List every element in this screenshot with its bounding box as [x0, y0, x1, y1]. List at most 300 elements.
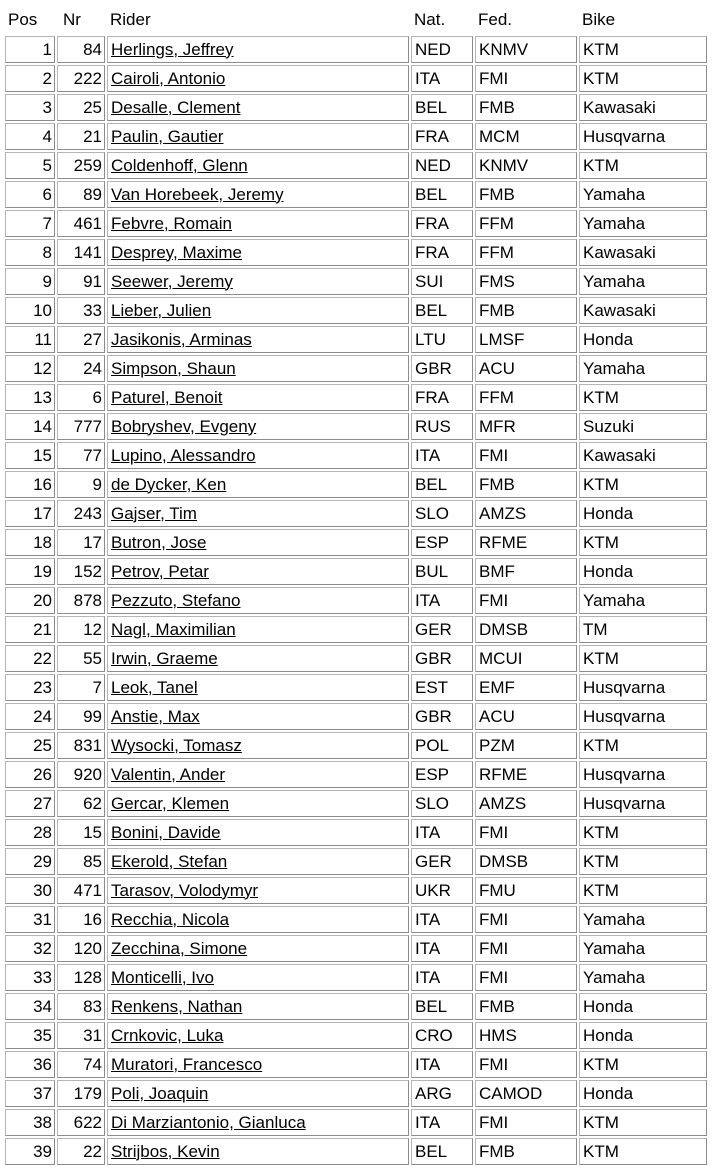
rider-link[interactable]: Zecchina, Simone [111, 938, 248, 958]
header-nat: Nat. [414, 10, 446, 29]
pos-cell: 15 [5, 442, 55, 469]
number-cell: 9 [57, 471, 105, 498]
nation-cell: UKR [411, 877, 473, 904]
bike-cell: Honda [579, 326, 707, 353]
table-row [5, 268, 707, 295]
bike-cell: KTM [579, 819, 707, 846]
number-cell: 141 [57, 239, 105, 266]
pos-cell: 18 [5, 529, 55, 556]
number-cell: 12 [57, 616, 105, 643]
bike-cell: Kawasaki [579, 239, 707, 266]
rider-cell [107, 732, 409, 759]
nation-cell: GER [411, 848, 473, 875]
number-cell: 89 [57, 181, 105, 208]
nation-cell: ITA [411, 65, 473, 92]
pos-cell: 23 [5, 674, 55, 701]
results-table [3, 8, 709, 1167]
rider-link[interactable]: Jasikonis, Arminas [111, 329, 252, 349]
federation-cell: RFME [475, 529, 577, 556]
bike-cell: Kawasaki [579, 297, 707, 324]
table-row [5, 152, 707, 179]
rider-cell [107, 123, 409, 150]
table-row [5, 36, 707, 63]
pos-cell: 30 [5, 877, 55, 904]
table-row [5, 500, 707, 527]
nation-cell: SLO [411, 790, 473, 817]
federation-cell: MCUI [475, 645, 577, 672]
pos-cell: 9 [5, 268, 55, 295]
rider-link[interactable]: Cairoli, Antonio [111, 68, 226, 88]
pos-cell: 21 [5, 616, 55, 643]
bike-cell: KTM [579, 732, 707, 759]
number-cell: 243 [57, 500, 105, 527]
number-cell: 152 [57, 558, 105, 585]
pos-cell: 19 [5, 558, 55, 585]
pos-cell: 36 [5, 1051, 55, 1078]
number-cell: 33 [57, 297, 105, 324]
nation-cell: BEL [411, 471, 473, 498]
federation-cell: EMF [475, 674, 577, 701]
rider-link[interactable]: Bonini, Davide [111, 822, 221, 842]
federation-cell: CAMOD [475, 1080, 577, 1107]
rider-link[interactable]: Van Horebeek, Jeremy [111, 184, 284, 204]
number-cell: 31 [57, 1022, 105, 1049]
rider-link[interactable]: Gajser, Tim [111, 503, 197, 523]
pos-cell: 11 [5, 326, 55, 353]
rider-cell [107, 993, 409, 1020]
rider-link[interactable]: Desalle, Clement [111, 97, 241, 117]
rider-cell [107, 848, 409, 875]
number-cell: 622 [57, 1109, 105, 1136]
pos-cell: 13 [5, 384, 55, 411]
header-pos: Pos [8, 10, 38, 29]
bike-cell: TM [579, 616, 707, 643]
number-cell: 461 [57, 210, 105, 237]
nation-cell: BEL [411, 181, 473, 208]
federation-cell: PZM [475, 732, 577, 759]
nation-cell: ESP [411, 761, 473, 788]
pos-cell: 29 [5, 848, 55, 875]
rider-link[interactable]: Nagl, Maximilian [111, 619, 236, 639]
nation-cell: FRA [411, 210, 473, 237]
pos-cell: 10 [5, 297, 55, 324]
number-cell: 15 [57, 819, 105, 846]
nation-cell: BEL [411, 94, 473, 121]
rider-cell [107, 500, 409, 527]
bike-cell: KTM [579, 1051, 707, 1078]
table-row [5, 94, 707, 121]
federation-cell: HMS [475, 1022, 577, 1049]
federation-cell: AMZS [475, 500, 577, 527]
pos-cell: 35 [5, 1022, 55, 1049]
number-cell: 27 [57, 326, 105, 353]
pos-cell: 27 [5, 790, 55, 817]
number-cell: 91 [57, 268, 105, 295]
nation-cell: SLO [411, 500, 473, 527]
rider-cell [107, 1051, 409, 1078]
nation-cell: BEL [411, 297, 473, 324]
bike-cell: Honda [579, 500, 707, 527]
rider-cell [107, 906, 409, 933]
bike-cell: Husqvarna [579, 790, 707, 817]
federation-cell: DMSB [475, 848, 577, 875]
rider-cell [107, 355, 409, 382]
nation-cell: BEL [411, 1138, 473, 1165]
results-table-header [5, 10, 707, 34]
nation-cell: ESP [411, 529, 473, 556]
pos-cell: 1 [5, 36, 55, 63]
number-cell: 179 [57, 1080, 105, 1107]
rider-link[interactable]: Wysocki, Tomasz [111, 735, 242, 755]
bike-cell: Yamaha [579, 587, 707, 614]
table-row [5, 761, 707, 788]
table-row [5, 326, 707, 353]
federation-cell: BMF [475, 558, 577, 585]
results-table-body [5, 36, 707, 1165]
pos-cell: 16 [5, 471, 55, 498]
federation-cell: MFR [475, 413, 577, 440]
federation-cell: MCM [475, 123, 577, 150]
nation-cell: BEL [411, 993, 473, 1020]
federation-cell: FMB [475, 993, 577, 1020]
pos-cell: 12 [5, 355, 55, 382]
table-row [5, 935, 707, 962]
rider-cell [107, 65, 409, 92]
rider-cell [107, 268, 409, 295]
bike-cell: KTM [579, 1138, 707, 1165]
federation-cell: FMI [475, 1051, 577, 1078]
federation-cell: KNMV [475, 152, 577, 179]
federation-cell: FFM [475, 210, 577, 237]
nation-cell: SUI [411, 268, 473, 295]
bike-cell: Husqvarna [579, 123, 707, 150]
nation-cell: FRA [411, 123, 473, 150]
rider-cell [107, 442, 409, 469]
nation-cell: LTU [411, 326, 473, 353]
header-rider: Rider [110, 10, 151, 29]
table-row [5, 790, 707, 817]
table-row [5, 616, 707, 643]
bike-cell: Husqvarna [579, 703, 707, 730]
rider-link[interactable]: Bobryshev, Evgeny [111, 416, 257, 436]
bike-cell: KTM [579, 1109, 707, 1136]
table-row [5, 1051, 707, 1078]
pos-cell: 20 [5, 587, 55, 614]
rider-link[interactable]: Anstie, Max [111, 706, 200, 726]
bike-cell: KTM [579, 471, 707, 498]
federation-cell: AMZS [475, 790, 577, 817]
nation-cell: GBR [411, 703, 473, 730]
nation-cell: POL [411, 732, 473, 759]
bike-cell: KTM [579, 384, 707, 411]
federation-cell: DMSB [475, 616, 577, 643]
nation-cell: GBR [411, 355, 473, 382]
nation-cell: ITA [411, 964, 473, 991]
table-row [5, 993, 707, 1020]
rider-link[interactable]: Petrov, Petar [111, 561, 209, 581]
pos-cell: 25 [5, 732, 55, 759]
nation-cell: ITA [411, 1109, 473, 1136]
rider-link[interactable]: Paulin, Gautier [111, 126, 224, 146]
rider-link[interactable]: Di Marziantonio, Gianluca [111, 1112, 306, 1132]
rider-link[interactable]: Lupino, Alessandro [111, 445, 256, 465]
rider-link[interactable]: Febvre, Romain [111, 213, 232, 233]
number-cell: 85 [57, 848, 105, 875]
pos-cell: 2 [5, 65, 55, 92]
nation-cell: ARG [411, 1080, 473, 1107]
number-cell: 62 [57, 790, 105, 817]
number-cell: 222 [57, 65, 105, 92]
number-cell: 77 [57, 442, 105, 469]
federation-cell: FMI [475, 964, 577, 991]
nation-cell: GBR [411, 645, 473, 672]
federation-cell: FMI [475, 906, 577, 933]
table-row [5, 65, 707, 92]
federation-cell: RFME [475, 761, 577, 788]
header-nr: Nr [63, 10, 81, 29]
bike-cell: KTM [579, 877, 707, 904]
table-row [5, 645, 707, 672]
table-row [5, 848, 707, 875]
federation-cell: FFM [475, 384, 577, 411]
header-fed: Fed. [478, 10, 513, 29]
bike-cell: Yamaha [579, 355, 707, 382]
nation-cell: GER [411, 616, 473, 643]
federation-cell: FMI [475, 819, 577, 846]
rider-cell [107, 819, 409, 846]
nation-cell: CRO [411, 1022, 473, 1049]
rider-link[interactable]: Valentin, Ander [111, 764, 226, 784]
number-cell: 21 [57, 123, 105, 150]
number-cell: 84 [57, 36, 105, 63]
rider-link[interactable]: Coldenhoff, Glenn [111, 155, 248, 175]
number-cell: 128 [57, 964, 105, 991]
nation-cell: FRA [411, 239, 473, 266]
table-row [5, 355, 707, 382]
pos-cell: 38 [5, 1109, 55, 1136]
federation-cell: FMB [475, 181, 577, 208]
number-cell: 920 [57, 761, 105, 788]
rider-cell [107, 964, 409, 991]
rider-link[interactable]: Crnkovic, Luka [111, 1025, 224, 1045]
rider-cell [107, 152, 409, 179]
bike-cell: KTM [579, 848, 707, 875]
table-row [5, 442, 707, 469]
table-row [5, 1080, 707, 1107]
bike-cell: KTM [579, 645, 707, 672]
federation-cell: FMB [475, 297, 577, 324]
rider-link[interactable]: Gercar, Klemen [111, 793, 230, 813]
table-row [5, 703, 707, 730]
federation-cell: LMSF [475, 326, 577, 353]
table-row [5, 181, 707, 208]
number-cell: 55 [57, 645, 105, 672]
rider-link[interactable]: Simpson, Shaun [111, 358, 236, 378]
table-row [5, 558, 707, 585]
rider-link[interactable]: Butron, Jose [111, 532, 207, 552]
rider-link[interactable]: Ekerold, Stefan [111, 851, 228, 871]
number-cell: 24 [57, 355, 105, 382]
rider-link[interactable]: Tarasov, Volodymyr [111, 880, 259, 900]
nation-cell: ITA [411, 442, 473, 469]
pos-cell: 37 [5, 1080, 55, 1107]
rider-link[interactable]: Paturel, Benoit [111, 387, 223, 407]
nation-cell: ITA [411, 1051, 473, 1078]
pos-cell: 31 [5, 906, 55, 933]
number-cell: 471 [57, 877, 105, 904]
table-row [5, 1138, 707, 1165]
nation-cell: ITA [411, 819, 473, 846]
rider-link[interactable]: Muratori, Francesco [111, 1054, 263, 1074]
number-cell: 777 [57, 413, 105, 440]
rider-link[interactable]: Lieber, Julien [111, 300, 212, 320]
federation-cell: FMB [475, 471, 577, 498]
table-row [5, 674, 707, 701]
rider-cell [107, 36, 409, 63]
rider-link[interactable]: Leok, Tanel [111, 677, 198, 697]
table-row [5, 529, 707, 556]
table-row [5, 587, 707, 614]
bike-cell: KTM [579, 36, 707, 63]
bike-cell: Yamaha [579, 935, 707, 962]
bike-cell: KTM [579, 529, 707, 556]
federation-cell: FMS [475, 268, 577, 295]
table-row [5, 239, 707, 266]
federation-cell: FMB [475, 1138, 577, 1165]
rider-cell [107, 761, 409, 788]
bike-cell: Kawasaki [579, 442, 707, 469]
number-cell: 120 [57, 935, 105, 962]
header-row [5, 10, 707, 34]
pos-cell: 22 [5, 645, 55, 672]
nation-cell: EST [411, 674, 473, 701]
bike-cell: Yamaha [579, 268, 707, 295]
rider-cell [107, 1138, 409, 1165]
rider-link[interactable]: Desprey, Maxime [111, 242, 242, 262]
number-cell: 6 [57, 384, 105, 411]
bike-cell: Yamaha [579, 906, 707, 933]
nation-cell: BUL [411, 558, 473, 585]
bike-cell: Honda [579, 558, 707, 585]
rider-cell [107, 877, 409, 904]
bike-cell: Honda [579, 993, 707, 1020]
number-cell: 16 [57, 906, 105, 933]
rider-link[interactable]: Recchia, Nicola [111, 909, 230, 929]
bike-cell: Husqvarna [579, 761, 707, 788]
table-row [5, 877, 707, 904]
nation-cell: NED [411, 152, 473, 179]
rider-cell [107, 181, 409, 208]
table-row [5, 732, 707, 759]
pos-cell: 8 [5, 239, 55, 266]
bike-cell: Husqvarna [579, 674, 707, 701]
table-row [5, 413, 707, 440]
bike-cell: Yamaha [579, 210, 707, 237]
federation-cell: ACU [475, 355, 577, 382]
pos-cell: 34 [5, 993, 55, 1020]
rider-cell [107, 529, 409, 556]
federation-cell: FMI [475, 442, 577, 469]
bike-cell: Yamaha [579, 964, 707, 991]
nation-cell: NED [411, 36, 473, 63]
pos-cell: 5 [5, 152, 55, 179]
number-cell: 25 [57, 94, 105, 121]
federation-cell: FMI [475, 65, 577, 92]
rider-cell [107, 384, 409, 411]
rider-link[interactable]: Pezzuto, Stefano [111, 590, 241, 610]
rider-cell [107, 326, 409, 353]
table-row [5, 384, 707, 411]
table-row [5, 906, 707, 933]
bike-cell: Honda [579, 1022, 707, 1049]
rider-cell [107, 210, 409, 237]
federation-cell: ACU [475, 703, 577, 730]
number-cell: 7 [57, 674, 105, 701]
bike-cell: Yamaha [579, 181, 707, 208]
rider-cell [107, 471, 409, 498]
rider-cell [107, 413, 409, 440]
pos-cell: 3 [5, 94, 55, 121]
rider-cell [107, 674, 409, 701]
pos-cell: 28 [5, 819, 55, 846]
table-row [5, 1022, 707, 1049]
rider-link[interactable]: Herlings, Jeffrey [111, 39, 234, 59]
bike-cell: KTM [579, 152, 707, 179]
header-bike: Bike [582, 10, 616, 29]
rider-link[interactable]: Renkens, Nathan [111, 996, 243, 1016]
nation-cell: ITA [411, 935, 473, 962]
pos-cell: 14 [5, 413, 55, 440]
rider-cell [107, 297, 409, 324]
pos-cell: 32 [5, 935, 55, 962]
rider-link[interactable]: Monticelli, Ivo [111, 967, 214, 987]
number-cell: 259 [57, 152, 105, 179]
table-row [5, 964, 707, 991]
number-cell: 99 [57, 703, 105, 730]
rider-link[interactable]: Strijbos, Kevin [111, 1141, 220, 1161]
nation-cell: ITA [411, 906, 473, 933]
rider-link[interactable]: de Dycker, Ken [111, 474, 227, 494]
nation-cell: FRA [411, 384, 473, 411]
table-row [5, 819, 707, 846]
number-cell: 22 [57, 1138, 105, 1165]
federation-cell: FFM [475, 239, 577, 266]
federation-cell: FMI [475, 587, 577, 614]
rider-cell [107, 616, 409, 643]
rider-cell [107, 1080, 409, 1107]
federation-cell: FMI [475, 935, 577, 962]
number-cell: 74 [57, 1051, 105, 1078]
federation-cell: FMI [475, 1109, 577, 1136]
bike-cell: KTM [579, 65, 707, 92]
pos-cell: 4 [5, 123, 55, 150]
bike-cell: Honda [579, 1080, 707, 1107]
nation-cell: ITA [411, 587, 473, 614]
number-cell: 878 [57, 587, 105, 614]
table-row [5, 210, 707, 237]
rider-link[interactable]: Seewer, Jeremy [111, 271, 233, 291]
federation-cell: FMB [475, 94, 577, 121]
pos-cell: 39 [5, 1138, 55, 1165]
number-cell: 83 [57, 993, 105, 1020]
bike-cell: Suzuki [579, 413, 707, 440]
number-cell: 831 [57, 732, 105, 759]
rider-cell [107, 1022, 409, 1049]
rider-link[interactable]: Irwin, Graeme [111, 648, 218, 668]
rider-link[interactable]: Poli, Joaquin [111, 1083, 209, 1103]
rider-cell [107, 790, 409, 817]
number-cell: 17 [57, 529, 105, 556]
